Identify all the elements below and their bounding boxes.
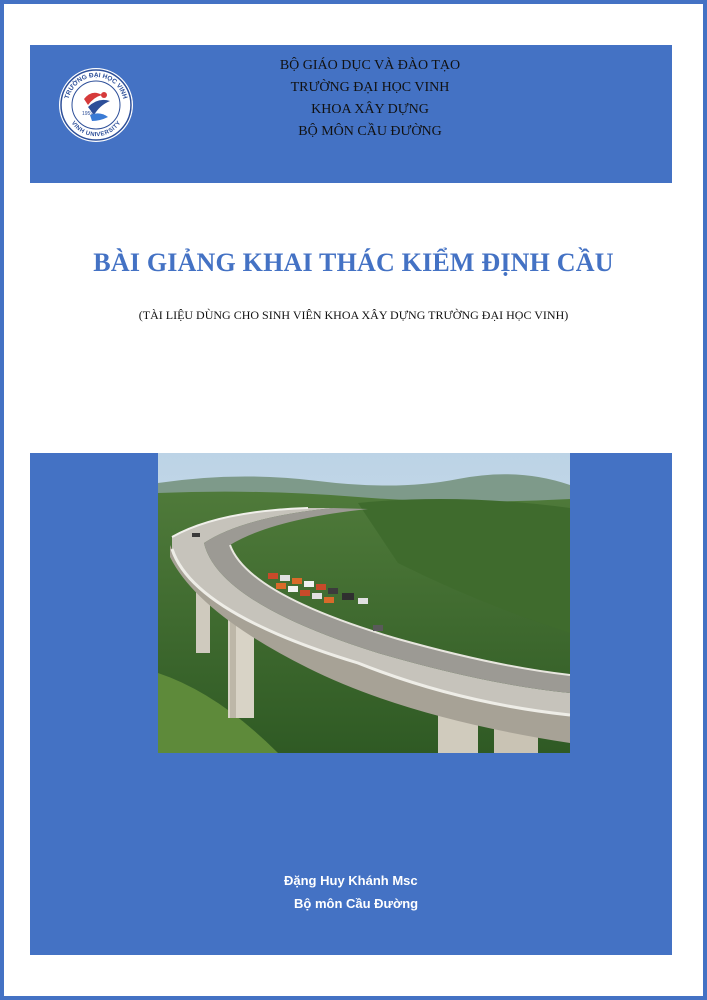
logo-bottom-text: VINH UNIVERSITY [69, 120, 123, 139]
logo-year: 1959 [82, 111, 94, 117]
document-subtitle: (TÀI LIỆU DÙNG CHO SINH VIÊN KHOA XÂY DỰNG TRƯỜNG ĐẠI HỌC VINH) [138, 308, 569, 322]
document-title: BÀI GIẢNG KHAI THÁC KIỂM ĐỊNH CẦU [93, 248, 614, 277]
faculty-line: KHOA XÂY DỰNG [311, 102, 429, 117]
author-department: Bộ môn Cầu Đường [294, 896, 419, 911]
university-line: TRƯỜNG ĐẠI HỌC VINH [290, 80, 450, 95]
lower-band [30, 453, 672, 955]
highway-bridge-photo [158, 453, 570, 753]
author-name: Đặng Huy Khánh Msc [284, 873, 418, 888]
university-seal-icon [58, 67, 134, 143]
logo-top-text: TRƯỜNG ĐẠI HỌC VINH [63, 71, 129, 100]
ministry-line: BỘ GIÁO DỤC VÀ ĐÀO TẠO [279, 58, 461, 73]
department-line: BỘ MÔN CẦU ĐƯỜNG [298, 124, 442, 139]
header-lines [160, 55, 580, 143]
header-band [30, 45, 672, 183]
